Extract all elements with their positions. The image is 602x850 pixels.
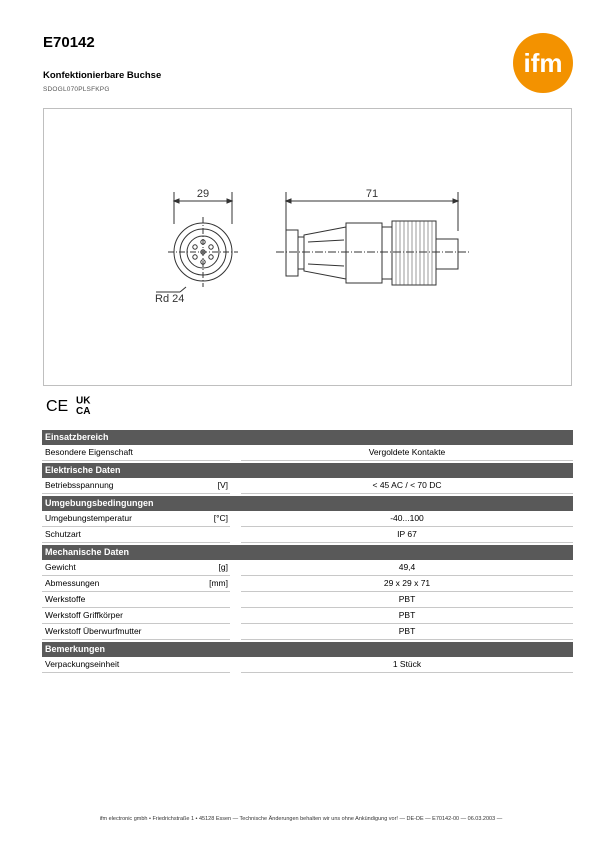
table-row [42, 608, 573, 624]
row-label: Schutzart [42, 527, 188, 543]
ce-mark: CE [46, 398, 69, 415]
row-value: 1 Stück [241, 657, 573, 673]
row-unit [188, 608, 230, 624]
table-row [42, 527, 573, 543]
certification-marks [46, 394, 102, 416]
row-value: PBT [241, 608, 573, 624]
row-label: Umgebungstemperatur [42, 511, 188, 527]
table-row [42, 624, 573, 640]
table-row [42, 560, 573, 576]
row-label: Abmessungen [42, 576, 188, 592]
row-value: < 45 AC / < 70 DC [241, 478, 573, 494]
row-label: Betriebsspannung [42, 478, 188, 494]
technical-drawing [43, 108, 572, 386]
page-title: E70142 [43, 34, 95, 51]
row-value: PBT [241, 592, 573, 608]
table-row [42, 657, 573, 673]
section-header: Mechanische Daten [42, 545, 573, 560]
row-label: Werkstoff Überwurfmutter [42, 624, 188, 640]
table-row [42, 445, 573, 461]
row-unit: [V] [188, 478, 230, 494]
ukca-mark-bottom: CA [76, 406, 91, 416]
row-unit: [°C] [188, 511, 230, 527]
ifm-logo [512, 32, 574, 94]
row-unit [188, 445, 230, 461]
row-label: Verpackungseinheit [42, 657, 188, 673]
row-unit: [g] [188, 560, 230, 576]
row-value: IP 67 [241, 527, 573, 543]
section-header: Elektrische Daten [42, 463, 573, 478]
logo-text: ifm [523, 48, 563, 78]
spec-table [42, 430, 573, 673]
row-value: PBT [241, 624, 573, 640]
front-view [156, 192, 238, 292]
row-value: 29 x 29 x 71 [241, 576, 573, 592]
row-unit [188, 527, 230, 543]
side-view [276, 192, 470, 285]
row-value: Vergoldete Kontakte [241, 445, 573, 461]
row-label: Gewicht [42, 560, 188, 576]
knurl-lines [396, 221, 432, 285]
thread-label: Rd 24 [155, 293, 185, 305]
page-footer: ifm electronic gmbh • Friedrichstraße 1 • 45128 Essen — Technische Änderungen behalten wir uns ohne Ankündigung vor! — DE-DE — E70142-00 — 06.03.2003 — [99, 816, 503, 822]
row-label: Werkstoff Griffkörper [42, 608, 188, 624]
row-unit [188, 657, 230, 673]
row-value: 49,4 [241, 560, 573, 576]
row-label: Besondere Eigenschaft [42, 445, 188, 461]
row-unit [188, 592, 230, 608]
section-header: Umgebungsbedingungen [42, 496, 573, 511]
row-unit [188, 624, 230, 640]
row-value: -40...100 [241, 511, 573, 527]
table-row [42, 592, 573, 608]
product-code: SDOGL070PLSFKPG [43, 86, 110, 93]
row-unit: [mm] [188, 576, 230, 592]
table-row [42, 576, 573, 592]
table-row [42, 478, 573, 494]
ukca-mark-top: UK [76, 395, 91, 407]
dim-width-label: 29 [196, 188, 210, 200]
product-subtitle: Konfektionierbare Buchse [43, 70, 162, 81]
section-header: Bemerkungen [42, 642, 573, 657]
table-row [42, 511, 573, 527]
section-header: Einsatzbereich [42, 430, 573, 445]
row-label: Werkstoffe [42, 592, 188, 608]
dim-length-label: 71 [365, 188, 379, 200]
